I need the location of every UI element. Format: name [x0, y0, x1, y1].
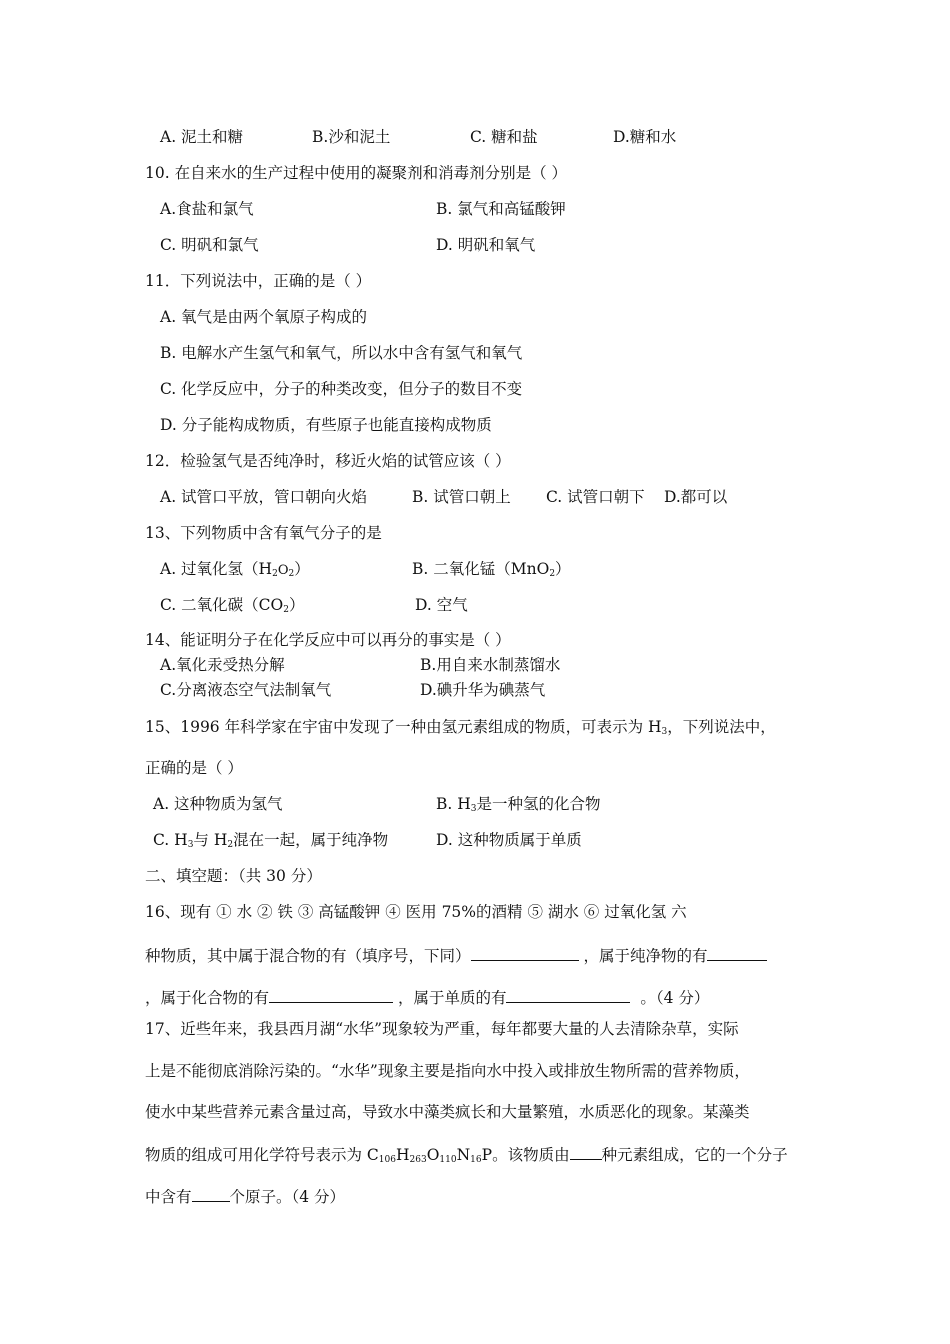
q13-option-a: A. 过氧化氢$(H_2O_2)$	[160, 560, 310, 579]
q14-option-d: D.碘升华为碘蒸气	[420, 681, 546, 699]
q17-line5: 中含有 个原子。（4 分）	[145, 1185, 345, 1207]
q10-option-d: D. 明矾和氧气	[436, 236, 536, 254]
q16-blank-elements[interactable]	[506, 986, 630, 1003]
q13-stem: 13、下列物质中含有氧气分子的是	[145, 524, 382, 542]
q16-line1: 16、现有 ① 水 ② 铁 ③ 高锰酸钾 ④ 医用 75%的酒精 ⑤ 湖水 ⑥ 过氧化氢 六	[145, 903, 687, 921]
q12-option-a: A. 试管口平放，管口朝向火焰	[160, 488, 368, 506]
q16-line3: ，属于化合物的有 ，属于单质的有 。（4 分）	[145, 986, 709, 1008]
q10-option-b: B. 氯气和高锰酸钾	[436, 200, 566, 218]
q11-option-d: D. 分子能构成物质，有些原子也能直接构成物质	[160, 416, 492, 434]
q10-option-a: A.食盐和氯气	[160, 200, 254, 218]
q17-blank-atom-count[interactable]	[192, 1185, 230, 1202]
q10-option-c: C. 明矾和氯气	[160, 236, 259, 254]
q9-option-b: B.沙和泥土	[312, 128, 391, 146]
q17-line4: 物质的组成可用化学符号表示为 $C_{106}H_{263}O_{110}N_{16}P$。该物质由 种元素组成，它的一个分子	[145, 1143, 788, 1165]
q12-option-d: D.都可以	[664, 488, 728, 506]
q11-option-c: C. 化学反应中，分子的种类改变，但分子的数目不变	[160, 380, 523, 398]
section-heading: 二、填空题：（共 30 分）	[145, 867, 322, 885]
q9-option-c: C. 糖和盐	[470, 128, 538, 146]
q15-option-a: A. 这种物质为氢气	[153, 795, 283, 813]
q16-blank-pure[interactable]	[707, 944, 767, 961]
q13-option-d: D. 空气	[415, 596, 468, 614]
q17-line3: 使水中某些营养元素含量过高，导致水中藻类疯长和大量繁殖，水质恶化的现象。某藻类	[145, 1103, 750, 1121]
q15-option-c: C. $H_3$与 $H_2$混在一起，属于纯净物	[153, 831, 389, 850]
q9-option-d: D.糖和水	[613, 128, 677, 146]
q14-option-a: A.氧化汞受热分解	[160, 656, 285, 674]
q12-option-b: B. 试管口朝上	[412, 488, 511, 506]
q16-blank-compounds[interactable]	[269, 986, 393, 1003]
q12-option-c: C. 试管口朝下	[546, 488, 645, 506]
q13-option-b: B. 二氧化锰（MnO$_2$）	[412, 560, 571, 579]
q12-stem: 12．检验氢气是否纯净时，移近火焰的试管应该（ ）	[145, 452, 511, 470]
q15-stem-line1: 15、1996 年科学家在宇宙中发现了一种由氢元素组成的物质，可表示为 $H_3$，下列说法中，	[145, 718, 776, 737]
q14-option-c: C.分离液态空气法制氧气	[160, 681, 332, 699]
q16-blank-mixtures[interactable]	[471, 944, 579, 961]
q11-option-a: A. 氧气是由两个氧原子构成的	[160, 308, 368, 326]
q10-stem: 10. 在自来水的生产过程中使用的凝聚剂和消毒剂分别是（ ）	[145, 164, 568, 182]
q9-option-a: A. 泥土和糖	[160, 128, 244, 146]
q17-line2: 上是不能彻底消除污染的。“水华”现象主要是指向水中投入或排放生物所需的营养物质，	[145, 1062, 750, 1080]
q14-stem: 14、能证明分子在化学反应中可以再分的事实是（ ）	[145, 631, 511, 649]
q15-stem-line2: 正确的是（ ）	[145, 759, 243, 777]
q17-line1: 17、近些年来，我县西月湖“水华”现象较为严重，每年都要大量的人去清除杂草，实际	[145, 1020, 739, 1038]
q13-option-c: C. 二氧化碳$(CO_2)$	[160, 596, 305, 615]
q15-option-d: D. 这种物质属于单质	[436, 831, 582, 849]
q14-option-b: B.用自来水制蒸馏水	[420, 656, 561, 674]
q15-option-b: B. $H_3$是一种氢的化合物	[436, 795, 601, 814]
q11-stem: 11．下列说法中，正确的是（ ）	[145, 272, 372, 290]
q17-blank-element-count[interactable]	[570, 1143, 602, 1160]
q11-option-b: B. 电解水产生氢气和氧气，所以水中含有氢气和氧气	[160, 344, 523, 362]
q16-line2: 种物质，其中属于混合物的有（填序号，下同） ，属于纯净物的有	[145, 944, 767, 966]
